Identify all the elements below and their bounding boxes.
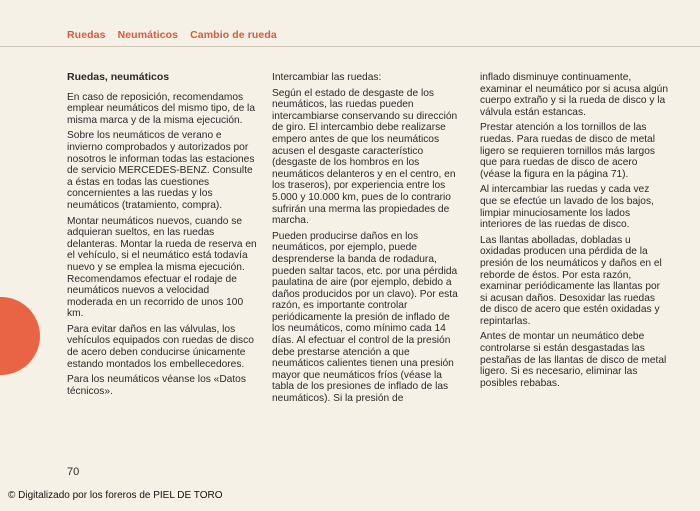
- page-number: 70: [67, 466, 80, 478]
- column-1: [67, 72, 257, 401]
- breadcrumb-neumaticos[interactable]: Neumáticos: [117, 29, 179, 41]
- section-heading: Ruedas, neumáticos: [67, 71, 170, 83]
- header-divider: [0, 46, 700, 47]
- breadcrumb-ruedas[interactable]: Ruedas: [67, 29, 106, 41]
- paragraph: Al intercambiar las ruedas y cada vez que se efectúe un lavado de los bajos, limpiar minuciosamente los lados interiores de las ruedas de disco.: [480, 184, 654, 231]
- column-2: [272, 72, 464, 409]
- paragraph: Para evitar daños en las válvulas, los vehículos equipados con ruedas de disco de acero deben conducirse únicamente estando montados los embellecedores.: [67, 323, 254, 370]
- column-3: [480, 72, 668, 393]
- paragraph: inflado disminuye continuamente, examinar el neumático por si acusa algún cuerpo extraño y si la rueda de disco y la válvula están estancas.: [480, 72, 669, 118]
- paragraph: Según el estado de desgaste de los neumáticos, las ruedas pueden intercambiarse conservando su dirección de giro. El intercambio debe realizarse empero antes de que los neumáticos acusen el desgaste característico (desgaste de los hombros en los neumáticos delanteros y en el centro, en los traseros), por experiencia entre los 5.000 y 10.000 km, pues de lo contrario sufrirán una merma las propiedades de marcha.: [272, 87, 458, 227]
- paragraph: Sobre los neumáticos de verano e invierno comprobados y autorizados por nosotros le informan todas las estaciones de servicio MERCEDES-BENZ. Consulte a éstas en todas las cuestiones concernientes a las ruedas y los neumáticos (tratamiento, compra).: [67, 130, 255, 211]
- paragraph: En caso de reposición, recomendamos emplear neumáticos del mismo tipo, de la misma marca y de la misma ejecución.: [67, 91, 255, 126]
- subsection-heading: Intercambiar las ruedas:: [272, 72, 382, 83]
- breadcrumb-cambio-de-rueda[interactable]: Cambio de rueda: [190, 29, 277, 41]
- paragraph: Antes de montar un neumático debe controlarse si están desgastadas las pestañas de las llantas de disco de metal ligero. Si es necesario, eliminar las posibles rebabas.: [480, 331, 667, 389]
- paragraph: Pueden producirse daños en los neumáticos, por ejemplo, puede desprenderse la banda de rodadura, pueden saltar tacos, etc. por una pérdida paulatina de aire (por ejemplo, debido a daños producidos por un clavo). Por esta razón, es importante controlar periódicamente la presión de inflado de los neumáticos, como mínimo cada 14 días. Al efectuar el control de la presión debe prestarse atención a que neumáticos calientes tienen una presión mayor que neumáticos fríos (véase la tabla de los presiones de inflado de las neumáticos). Si la presión de: [272, 230, 458, 405]
- page-marker-dot: [0, 297, 40, 375]
- breadcrumb: [67, 29, 286, 41]
- paragraph: Montar neumáticos nuevos, cuando se adquieran sueltos, en las ruedas delanteras. Montar la rueda de reserva en el vehículo, si el neumático está todavía nuevo y se emplea la misma ejecución. Recomendamos efectuar el rodaje de neumáticos nuevos a velocidad moderada en un recorrido de unos 100 km.: [67, 215, 257, 320]
- footer-credit: © Digitalizado por los foreros de PIEL DE TORO: [8, 490, 223, 501]
- paragraph: Para los neumáticos véanse los «Datos técnicos».: [67, 374, 246, 397]
- paragraph: Prestar atención a los tornillos de las ruedas. Para ruedas de disco de metal ligero se requieren tornillos más largos que para ruedas de disco de acero (véase la figura en la página 71).: [480, 122, 655, 180]
- paragraph: Las llantas abolladas, dobladas u oxidadas producen una pérdida de la presión de los neumáticos y daños en el reborde de éstos. Por esta razón, examinar periódicamente las llantas por si acusan daños. Desoxidar las ruedas de disco de acero que estén oxidadas y repintarlas.: [480, 234, 662, 327]
